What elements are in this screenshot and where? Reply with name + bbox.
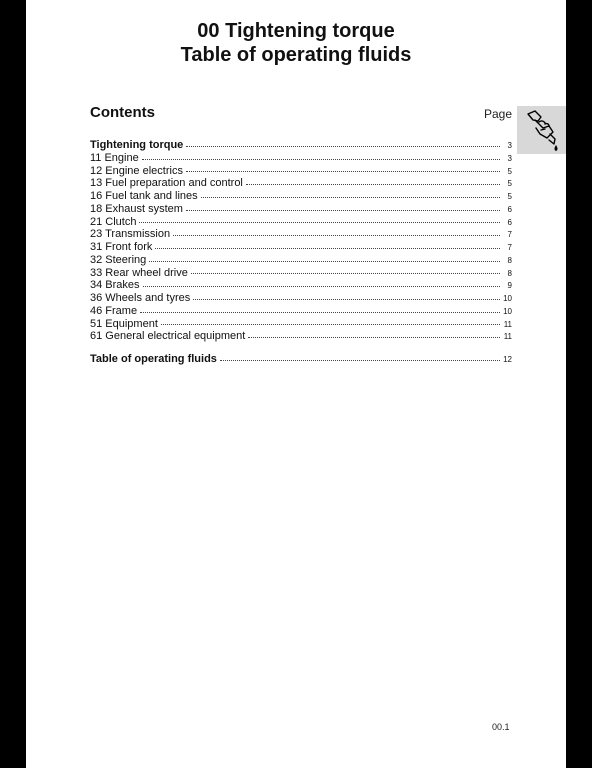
page-title-line-1: 00 Tightening torque [197,20,395,42]
toc-leader-dots [220,359,500,361]
toc-entry[interactable] [90,353,512,366]
toc-leader-dots [186,170,500,172]
toc-leader-dots [139,221,500,223]
toc-entry-label: 12 Engine electrics [90,164,183,177]
toc-entry-label: 18 Exhaust system [90,202,183,215]
toc-leader-dots [246,183,500,185]
toc-entry-page: 9 [507,281,512,291]
toc-entry[interactable] [90,318,512,331]
toc-leader-dots [191,272,500,274]
toc-entry[interactable] [90,165,512,178]
toc-leader-dots [140,311,500,313]
toc-entry-page: 8 [507,268,512,278]
toc-entry-label: 46 Frame [90,304,138,317]
toc-entry-label: 61 General electrical equipment [90,330,246,343]
toc-leader-dots [161,323,500,325]
toc-entry[interactable] [90,330,512,343]
toc-entry-page: 5 [507,179,512,189]
table-of-contents [90,139,512,366]
section-tab [517,106,566,154]
page-title-line-2: Table of operating fluids [180,44,412,66]
toc-entry-label: 36 Wheels and tyres [90,292,191,304]
toc-entry-label: 11 Engine [90,151,139,164]
toc-entry-label: 31 Front fork [90,241,153,253]
toc-leader-dots [201,196,500,198]
toc-leader-dots [155,247,500,249]
toc-entry-page: 10 [503,294,512,303]
toc-entry-label: 23 Transmission [90,228,171,241]
toc-entry-label: 51 Equipment [90,317,158,330]
wrench-fluid-icon [525,108,561,152]
toc-entry-page: 12 [503,355,512,364]
toc-leader-dots [149,260,500,262]
toc-entry[interactable] [90,203,512,216]
toc-entry-page: 5 [507,166,512,176]
toc-leader-dots [248,336,500,338]
toc-entry-page: 11 [503,332,512,342]
toc-entry-page: 3 [507,153,512,163]
toc-entry-label: 21 Clutch [90,215,137,228]
page-column-label: Page [484,107,513,121]
toc-leader-dots [173,234,500,236]
toc-entry-page: 6 [507,217,512,227]
toc-entry[interactable] [90,139,512,152]
toc-entry-page: 8 [507,255,512,265]
toc-entry[interactable] [90,241,512,254]
toc-entry-label: 34 Brakes [90,279,140,292]
contents-heading: Contents [90,104,155,121]
toc-entry-page: 10 [503,306,512,316]
toc-entry-label: 32 Steering [90,253,147,266]
toc-entry[interactable] [90,152,512,165]
toc-entry[interactable] [90,190,512,203]
toc-entry-page: 7 [507,243,512,252]
toc-entry-page: 3 [507,141,512,150]
toc-entry[interactable] [90,305,512,318]
toc-entry[interactable] [90,254,512,267]
toc-entry[interactable] [90,279,512,292]
toc-leader-dots [186,145,500,147]
toc-entry[interactable] [90,267,512,280]
toc-entry-page: 7 [507,230,512,240]
toc-entry[interactable] [90,216,512,229]
page-number: 00.1 [492,722,510,732]
toc-entry[interactable] [90,292,512,305]
toc-entry-page: 5 [507,192,512,201]
toc-entry[interactable] [90,228,512,241]
toc-leader-dots [143,285,500,287]
toc-leader-dots [142,158,500,160]
toc-entry-label: 13 Fuel preparation and control [90,177,243,190]
toc-leader-dots [186,209,500,211]
toc-entry-label: Table of operating fluids [90,353,217,365]
toc-entry-page: 11 [503,319,512,329]
toc-entry-label: 33 Rear wheel drive [90,266,188,279]
toc-entry[interactable] [90,177,512,190]
toc-entry-label: Tightening torque [90,139,184,151]
toc-entry-label: 16 Fuel tank and lines [90,190,198,202]
toc-leader-dots [193,298,500,300]
toc-entry-page: 6 [507,204,512,214]
document-page [26,0,566,768]
